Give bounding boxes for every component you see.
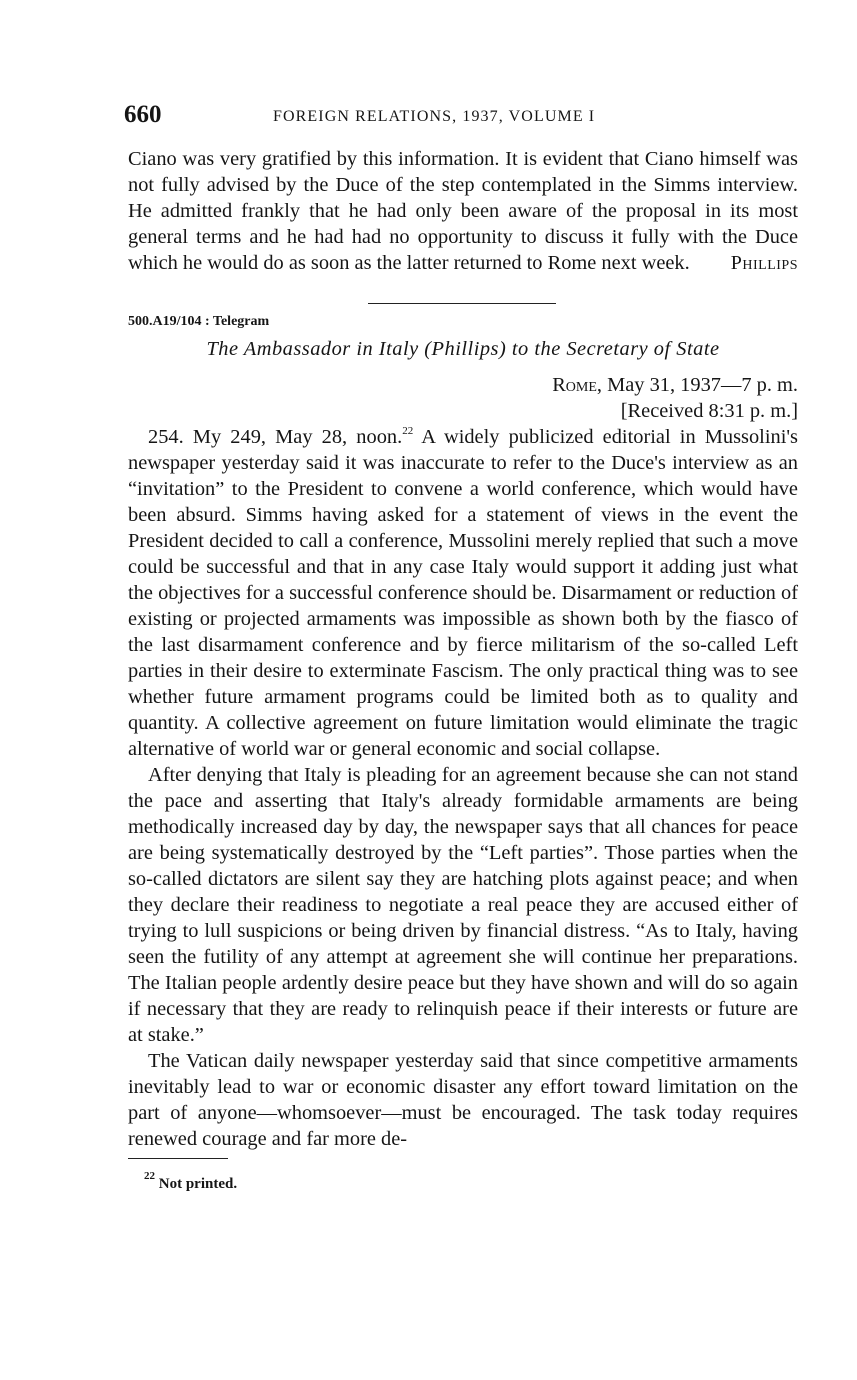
paragraph-2: After denying that Italy is pleading for an agreement because she can not stand the pace and asserting that Italy's already formidable armaments are being methodically increased day by day, the newspaper says that all chances for peace are being systematically destroyed by the “Left parties”. Those parties when the so-called dictators are silent say they are hatching plots against peace; and when they declare their readiness to negotiate a real peace they are accused either of trying to lull suspicions or being driven by financial distress. “As to Italy, having seen the futility of any attempt at agreement she will continue her preparations. The Italian people ardently desire peace but they have shown and will do so again if necessary that they are ready to relinquish peace if their interests or future are at stake.” <box>128 764 798 1046</box>
footnote <box>144 1170 798 1194</box>
running-head: FOREIGN RELATIONS, 1937, VOLUME I <box>273 108 596 125</box>
page-number: 660 <box>124 101 162 128</box>
section-divider <box>368 303 556 304</box>
document-page <box>124 100 798 1209</box>
dateline-place: Rome <box>552 374 597 396</box>
file-code: 500.A19/104 : Telegram <box>128 314 270 329</box>
footnote-divider <box>128 1158 228 1159</box>
paragraph-1 <box>128 424 798 762</box>
received-line: [Received 8:31 p. m.] <box>620 400 798 422</box>
document-title: The Ambassador in Italy (Phillips) to the Secretary of State <box>206 338 720 360</box>
dateline <box>128 372 798 398</box>
paragraph-1-body: A widely publicized editorial in Mussolini's newspaper yesterday said it was inaccurate to refer to the Duce's interview as an “invitation” to the President to convene a world conference, which would have been absurd. Simms having asked for a statement of views in the event the President decided to call a conference, Mussolini merely replied that such a move could be successful and that in any case Italy would support it adding just what the objectives for a successful conference should be. Disarmament or reduction of existing or projected armaments was impossible as shown both by the fiasco of the last disarmament conference and by fierce militarism of the so-called Left parties in their desire to exterminate Fascism. The only practical thing was to see whether future armament programs could be limited both as to quality and quantity. A collective agreement on future limitation would eliminate the tragic alternative of world war or general economic and social collapse. <box>128 426 798 760</box>
dateline-date: , May 31, 1937—7 p. m. <box>596 374 798 396</box>
footnote-text: Not printed. <box>155 1176 238 1192</box>
signature: Phillips <box>730 252 798 274</box>
page-header <box>124 100 798 134</box>
paragraph-3: The Vatican daily newspaper yesterday said that since competitive armaments inevitably lead to war or economic disaster any effort toward limitation on the part of anyone—whomsoever—must be encouraged. The task today requires renewed courage and far more de- <box>128 1050 798 1150</box>
footnote-marker: 22 <box>144 1170 155 1182</box>
footnote-reference[interactable]: 22 <box>402 425 414 437</box>
paragraph-1-intro: 254. My 249, May 28, noon. <box>148 426 403 448</box>
continuation-paragraph <box>128 146 798 276</box>
continuation-text: Ciano was very gratified by this information. It is evident that Ciano himself was not fully advised by the Duce of the step contemplated in the Simms interview. He admitted frankly that he had only been aware of the proposal in its most general terms and he had had no opportunity to discuss it fully with the Duce which he would do as soon as the latter returned to Rome next week. <box>128 148 798 274</box>
